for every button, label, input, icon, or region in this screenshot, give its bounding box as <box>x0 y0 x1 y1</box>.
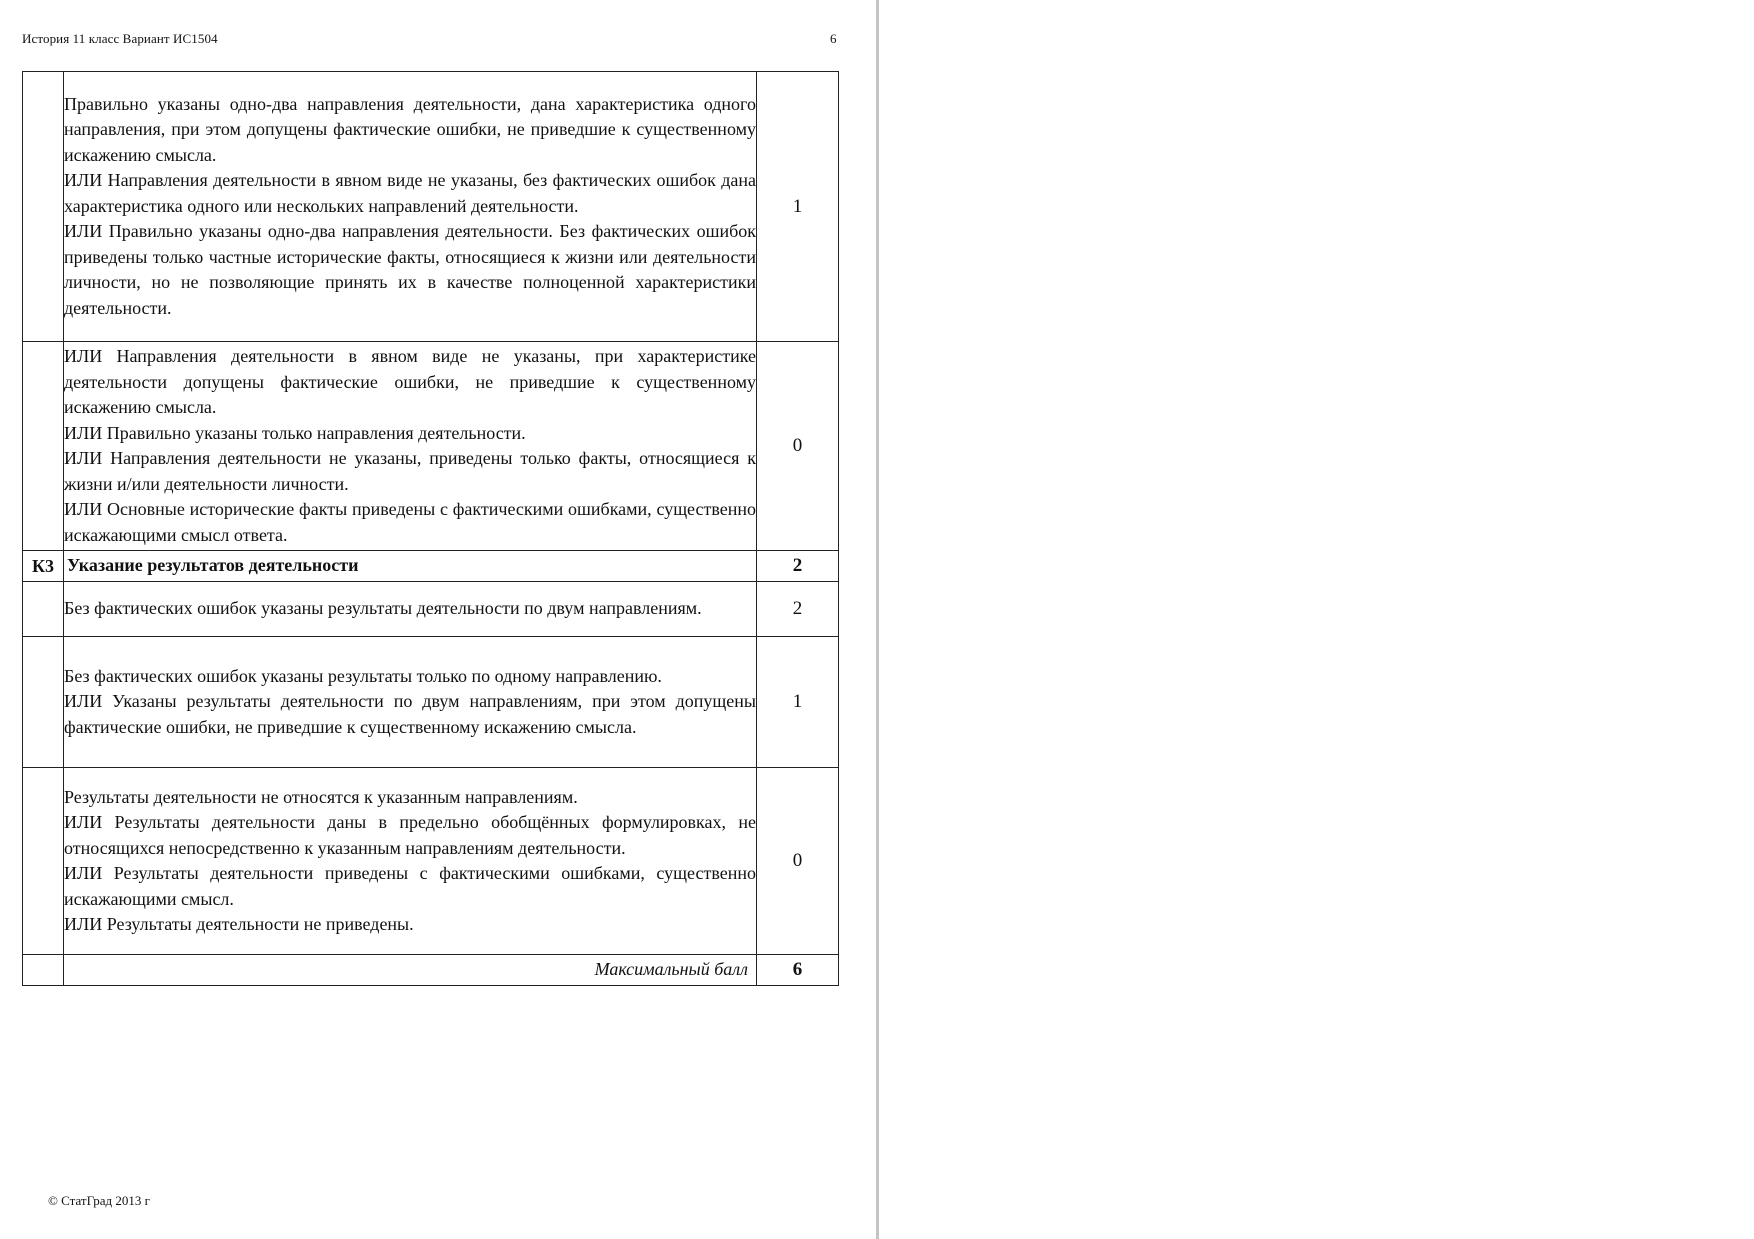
criterion-paragraph: ИЛИ Направления деятельности в явном виде не указаны, без фактических ошибок дана характеристика одного или нескольких направлений деятельности. <box>64 170 756 216</box>
criterion-paragraph: ИЛИ Направления деятельности не указаны, приведены только факты, относящиеся к жизни и/или деятельности личности. <box>64 448 756 494</box>
criterion-paragraph: ИЛИ Результаты деятельности даны в предельно обобщённых формулировках, не относящихся непосредственно к указанным направлениям деятельности. <box>64 812 756 858</box>
table-row <box>23 955 839 986</box>
table-row <box>23 342 839 551</box>
page-number: 6 <box>830 31 837 46</box>
points-cell: 0 <box>757 342 839 551</box>
criterion-code-cell <box>23 955 64 986</box>
criterion-paragraph: ИЛИ Правильно указаны одно-два направления деятельности. Без фактических ошибок приведены только частные исторические факты, относящиеся к жизни или деятельности личности, но не позволяющие принять их в качестве полноценной характеристики деятельности. <box>64 221 756 318</box>
criterion-code-cell: К3 <box>23 551 64 582</box>
criterion-paragraph: ИЛИ Основные исторические факты приведены с фактическими ошибками, существенно искажающими смысл ответа. <box>64 499 756 545</box>
table-row <box>23 72 839 342</box>
criterion-code-cell <box>23 768 64 955</box>
max-score-label: Максимальный балл <box>64 955 757 986</box>
criterion-paragraph: ИЛИ Результаты деятельности приведены с фактическими ошибками, существенно искажающими смысл. <box>64 863 756 909</box>
criterion-paragraph: Правильно указаны одно-два направления деятельности, дана характеристика одного направления, при этом допущены фактические ошибки, не приведшие к существенному искажению смысла. <box>64 93 756 165</box>
table-row <box>23 637 839 768</box>
points-cell: 2 <box>757 551 839 582</box>
page-header-title: История 11 класс Вариант ИС1504 <box>22 31 218 46</box>
criterion-paragraph: ИЛИ Направления деятельности в явном виде не указаны, при характеристике деятельности допущены фактические ошибки, не приведшие к существенному искажению смысла. <box>64 346 756 417</box>
table-row <box>23 582 839 637</box>
criterion-description <box>64 582 757 637</box>
criterion-paragraph: Без фактических ошибок указаны результаты только по одному направлению. <box>64 665 662 686</box>
points-cell: 0 <box>757 768 839 955</box>
criterion-code-cell <box>23 637 64 768</box>
criterion-description <box>64 72 757 342</box>
criterion-paragraph: Результаты деятельности не относятся к указанным направлениям. <box>64 786 578 807</box>
criterion-paragraph: ИЛИ Правильно указаны только направления деятельности. <box>64 422 526 443</box>
table-row <box>23 551 839 582</box>
scoring-rubric-table <box>22 71 839 986</box>
blank-page-area <box>879 0 1754 1239</box>
criterion-code-cell <box>23 582 64 637</box>
table-row <box>23 768 839 955</box>
criterion-description <box>64 342 757 551</box>
criterion-paragraph: ИЛИ Указаны результаты деятельности по двум направлениям, при этом допущены фактические ошибки, не приведшие к существенному искажению смысла. <box>64 691 756 737</box>
criterion-description <box>64 768 757 955</box>
criterion-title: Указание результатов деятельности <box>64 551 757 582</box>
points-cell: 1 <box>757 637 839 768</box>
criterion-code-cell <box>23 342 64 551</box>
criterion-paragraph: ИЛИ Результаты деятельности не приведены. <box>64 914 414 934</box>
criterion-description <box>64 637 757 768</box>
points-cell: 1 <box>757 72 839 342</box>
page-footer-copyright: © СтатГрад 2013 г <box>48 1193 150 1208</box>
max-score-value: 6 <box>757 955 839 986</box>
criterion-code-cell <box>23 72 64 342</box>
points-cell: 2 <box>757 582 839 637</box>
document-page <box>0 0 876 1239</box>
criterion-paragraph: Без фактических ошибок указаны результаты деятельности по двум направлениям. <box>64 598 702 619</box>
